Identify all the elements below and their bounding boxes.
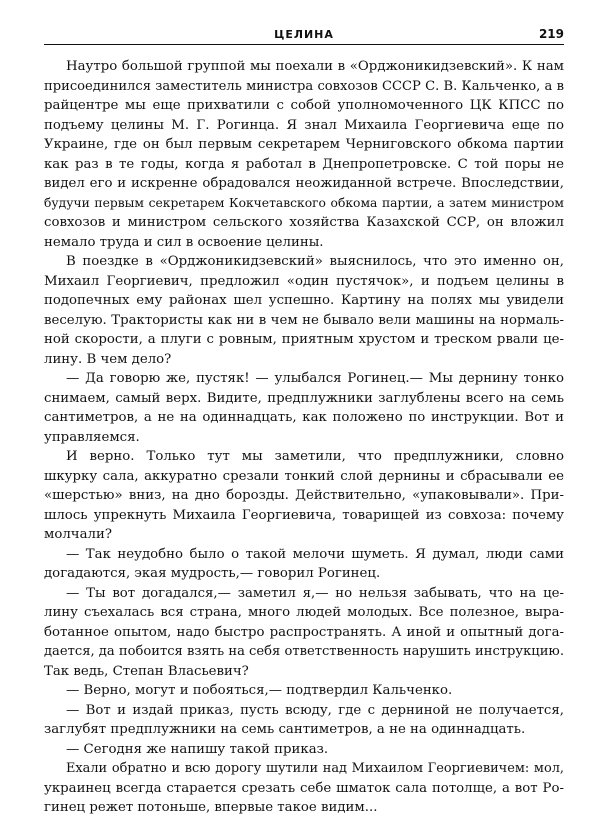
text-line: будучи первым секретарем Кокчетавского обкома партии, а затем министром <box>44 195 564 210</box>
text-line: Украине, где он был первым секретарем Черниговского обкома партии <box>44 137 564 152</box>
text-line: молчали? <box>44 527 112 542</box>
text-line: гинец режет потоньше, впервые такое видим... <box>44 800 378 815</box>
running-header <box>44 28 564 45</box>
text-line: ботанное опытом, надо быстро распространять. А иной и опытный дога- <box>44 624 564 640</box>
text-line: ной скорости, а плуги с ровным, приятным хрустом и треском рвали це- <box>44 332 564 347</box>
text-line: райцентре мы еще прихватили с собой уполномоченного ЦК КПСС по <box>44 98 564 113</box>
text-line: Ехали обратно и всю дорогу шутили над Михаилом Георгиевичем: мол, <box>66 761 564 776</box>
text-line: присоединился заместитель министра совхозов СССР С. В. Кальченко, а в <box>44 78 564 94</box>
text-line: видел его и искренне обрадовался неожиданной встрече. Впоследствии, <box>44 176 564 191</box>
text-line: лину съехалась вся страна, много людей молодых. Все полезное, выра- <box>44 605 564 620</box>
text-line: управляемся. <box>44 429 140 445</box>
text-line: лину. В чем дело? <box>44 351 172 367</box>
text-line: — Да говорю же, пустяк! — улыбался Рогинец.— Мы дернину тонко <box>66 371 564 386</box>
text-line: — Сегодня же напишу такой приказ. <box>66 741 329 757</box>
text-line: как раз в те годы, когда я работал в Днепропетровске. С той поры не <box>44 156 564 172</box>
text-line: подопечных ему районах шел успешно. Картину на полях мы увидели <box>44 293 564 308</box>
body-text <box>44 57 564 818</box>
text-line: «шерстью» вниз, на дно борозды. Действительно, «упаковывали». При- <box>44 488 564 503</box>
text-line: немало труда и сил в освоение целины. <box>44 234 324 250</box>
text-line: — Ты вот догадался,— заметил я,— но нельзя забывать, что на це- <box>66 585 564 601</box>
chapter-title: ЦЕЛИНА <box>274 28 334 41</box>
text-line: Так ведь, Степан Власьевич? <box>44 663 249 679</box>
text-line: Наутро большой группой мы поехали в «Орджоникидзевский». К нам <box>66 59 564 74</box>
text-line: совхозов и министром сельского хозяйства Казахской ССР, он вложил <box>44 215 564 230</box>
text-line: Михаил Георгиевич, предложил «один пустячок», и подъем целины в <box>44 273 564 289</box>
text-line: веселую. Трактористы как ни в чем не бывало вели машины на нормаль- <box>44 312 564 328</box>
text-line: сантиметров, а не на одиннадцать, как положено по инструкции. Вот и <box>44 410 564 425</box>
text-line: И верно. Только тут мы заметили, что предплужники, словно <box>66 449 564 464</box>
text-line: — Так неудобно было о такой мелочи шуметь. Я думал, люди сами <box>66 546 564 562</box>
text-line: украинец всегда старается срезать себе шматок сала потолще, а вот Ро- <box>44 780 564 796</box>
text-line: шкурку сала, аккуратно срезали тонкий слой дернины и сбрасывали ее <box>44 468 564 484</box>
text-line: подъему целины М. Г. Рогинца. Я знал Михаила Георгиевича еще по <box>44 117 564 133</box>
text-line: В поездке в «Орджоникидзевский» выяснилось, что это именно он, <box>66 254 564 269</box>
text-line: снимаем, самый верх. Видите, предплужники заглублены всего на семь <box>44 390 564 406</box>
text-line: дается, да побоится взять на себя ответственность нарушить инструкцию. <box>44 644 564 659</box>
page-number: 219 <box>538 27 564 41</box>
text-line: — Верно, могут и побояться,— подтвердил Кальченко. <box>66 683 453 698</box>
text-line: заглубят предплужники на семь сантиметров, а не на одиннадцать. <box>44 722 526 737</box>
text-line: шлось упрекнуть Михаила Георгиевича, товарищей из совхоза: почему <box>44 507 564 523</box>
text-line: — Вот и издай приказ, пусть всюду, где с дерниной не получается, <box>66 702 564 718</box>
text-line: догадаются, экая мудрость,— говорил Рогинец. <box>44 566 381 581</box>
